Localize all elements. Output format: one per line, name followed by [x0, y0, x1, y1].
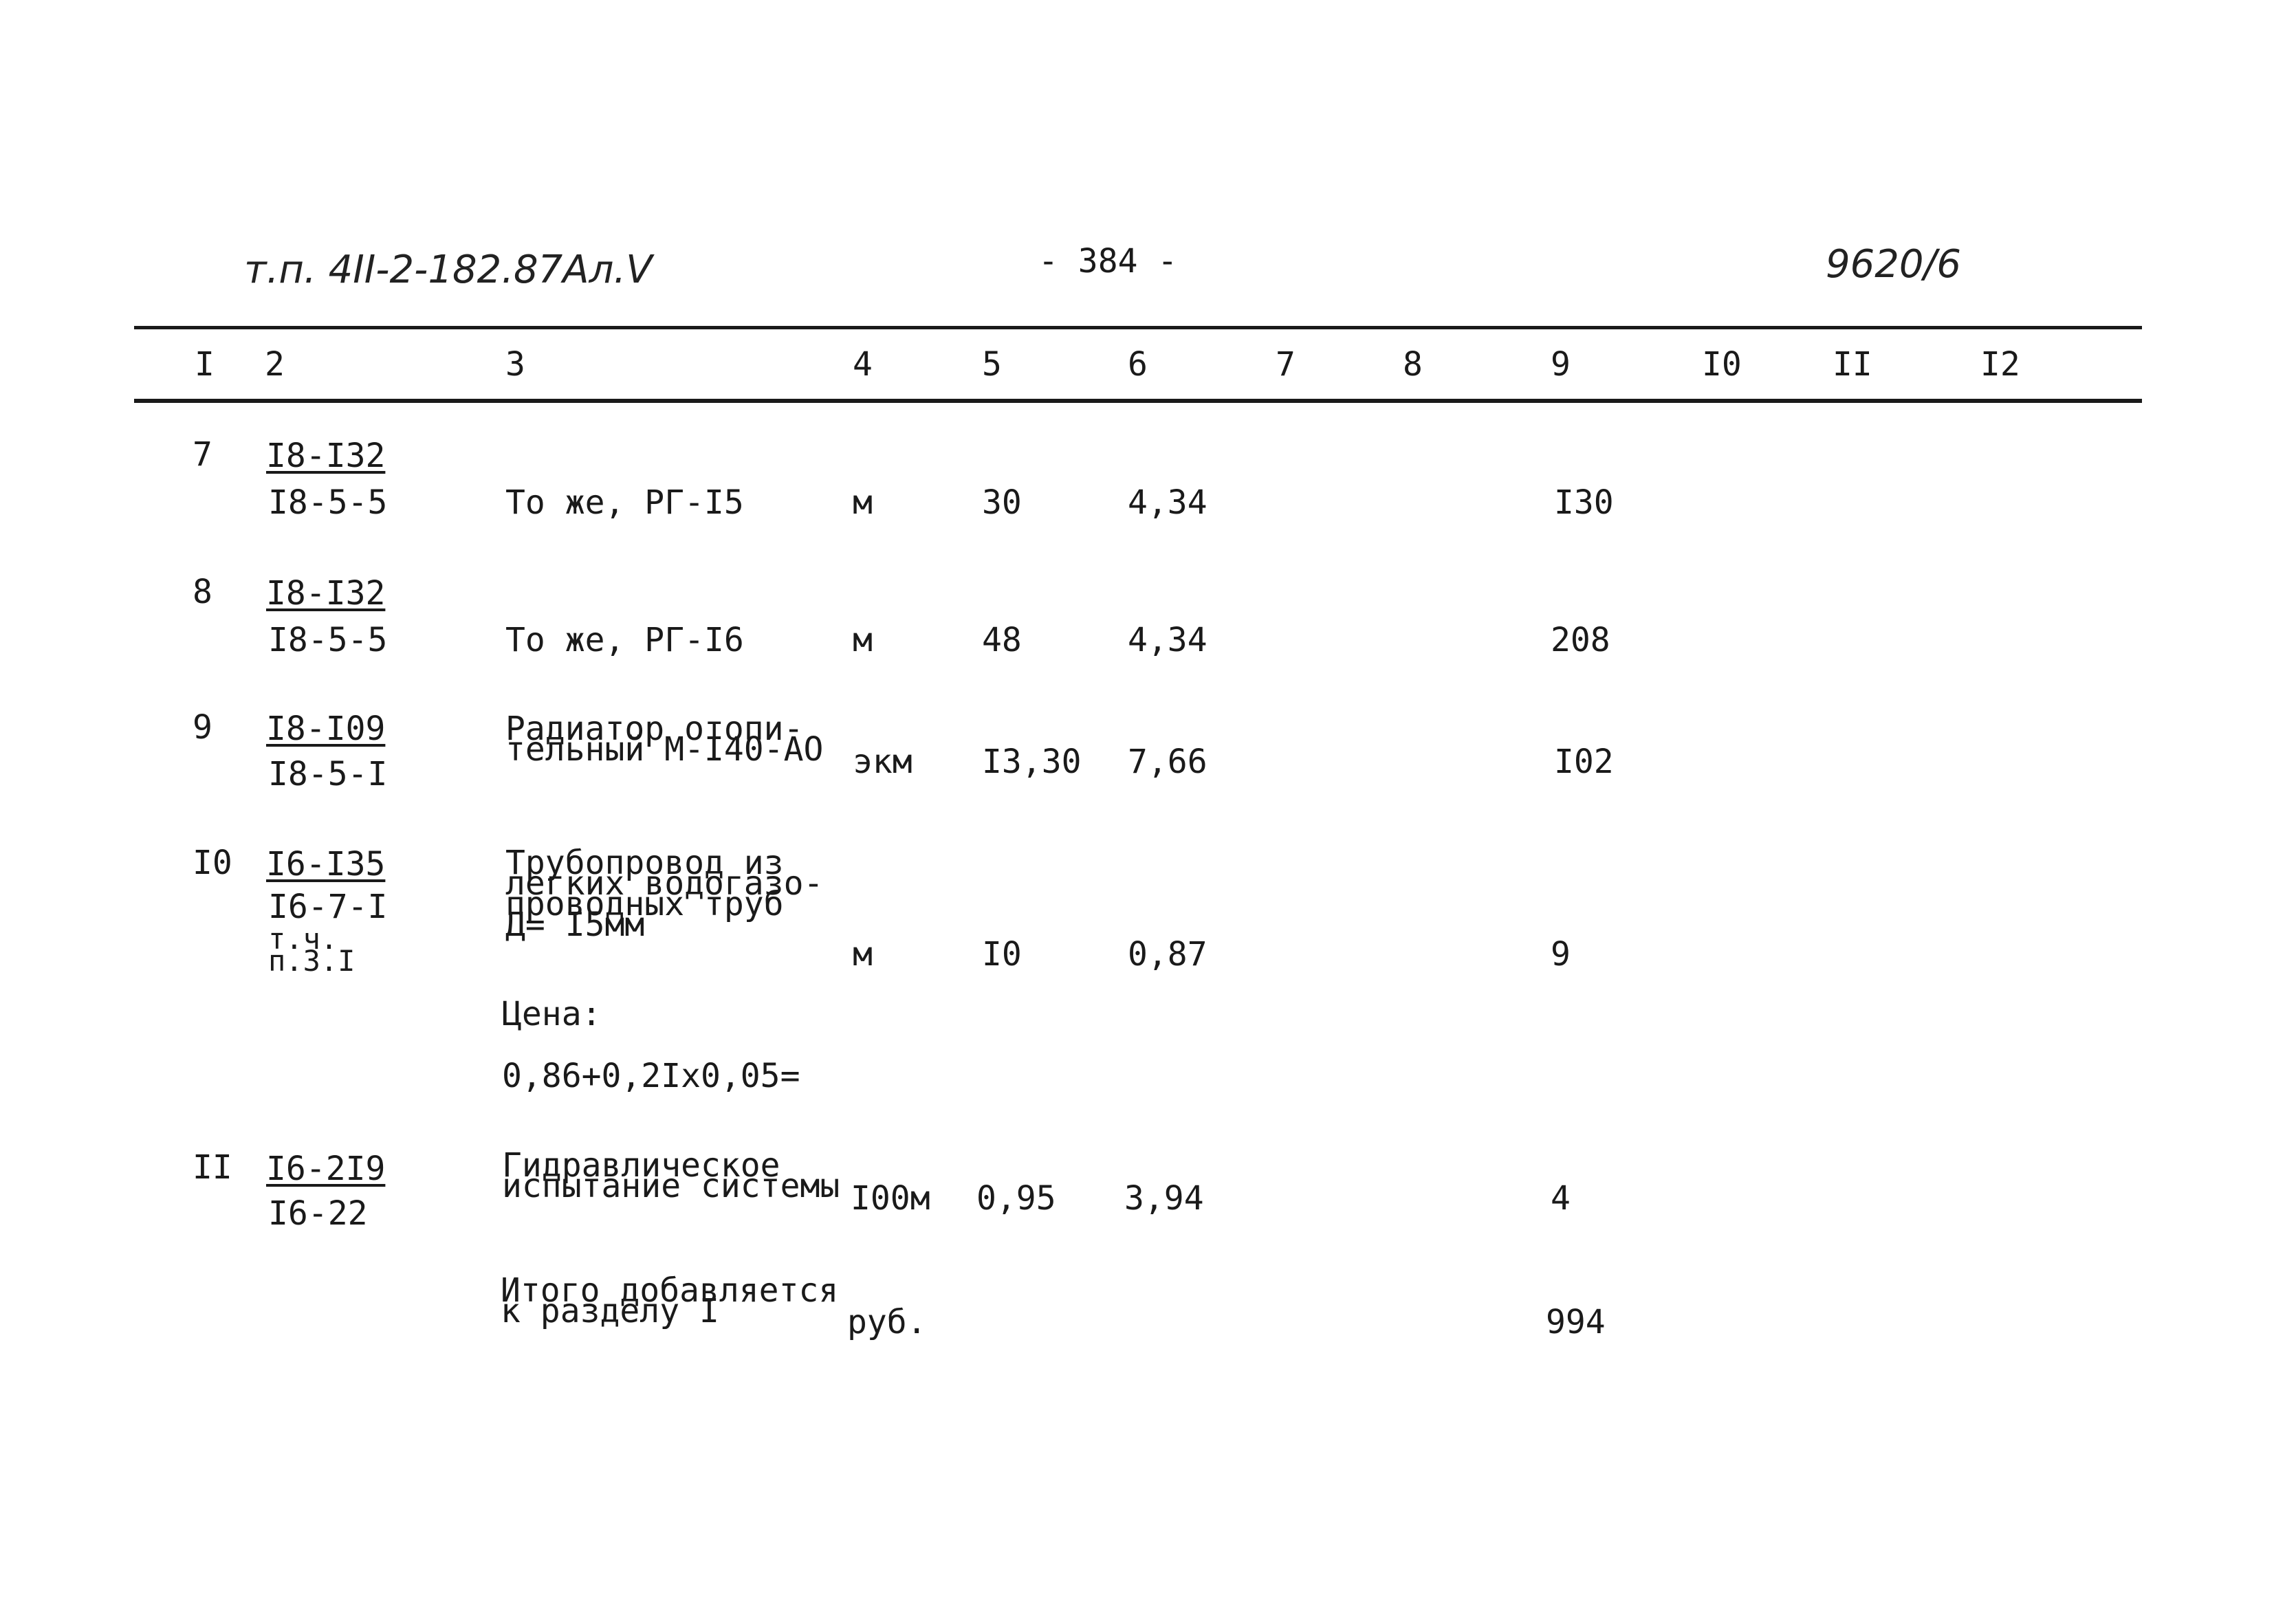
- column-number-4: 4: [853, 345, 873, 384]
- document-reference: т.п. 4II-2-182.87Ал.V: [244, 248, 653, 292]
- total-cost: 4: [1551, 1179, 1571, 1218]
- rate-code: I6-2I9: [266, 1150, 386, 1188]
- unit-price: 4,34: [1128, 621, 1207, 659]
- column-number-12: I2: [1980, 345, 2020, 384]
- column-number-1: I: [195, 345, 215, 384]
- header-rule: [134, 399, 2142, 403]
- rate-collection-code: I6-22: [268, 1194, 368, 1233]
- column-number-5: 5: [982, 345, 1002, 384]
- unit: м: [853, 935, 873, 974]
- column-number-11: II: [1833, 345, 1872, 384]
- unit-price: 0,87: [1128, 935, 1207, 974]
- unit: м: [853, 483, 873, 522]
- column-number-7: 7: [1276, 345, 1295, 384]
- unit-price: 7,66: [1128, 743, 1207, 781]
- quantity: 48: [982, 621, 1022, 659]
- rate-collection-code: I8-5-I: [268, 755, 388, 793]
- rate-code: I8-I09: [266, 710, 386, 748]
- item-description: То же, РГ-I5: [505, 483, 744, 522]
- summary-unit: руб.: [847, 1303, 927, 1341]
- rate-code: I8-I32: [266, 574, 386, 613]
- column-number-8: 8: [1403, 345, 1423, 384]
- column-number-10: I0: [1702, 345, 1742, 384]
- unit: I00м: [851, 1179, 930, 1218]
- page-number: - 384 -: [1038, 242, 1178, 281]
- rate-collection-code: I6-7-I: [268, 888, 388, 926]
- unit: м: [853, 621, 873, 659]
- top-rule: [134, 326, 2142, 329]
- total-cost: I02: [1554, 743, 1614, 781]
- row-number: 8: [193, 573, 212, 611]
- rate-note: т.ч. п.3.I: [268, 922, 356, 978]
- item-description: Радиатор отопи- тельный М-I40-АО: [505, 710, 824, 769]
- unit-price: 3,94: [1124, 1179, 1204, 1218]
- summary-total: 994: [1546, 1303, 1606, 1341]
- item-description: То же, РГ-I6: [505, 621, 744, 659]
- sheet-code: 9620/6: [1826, 242, 1962, 287]
- quantity: 30: [982, 483, 1022, 522]
- rate-collection-code: I8-5-5: [268, 483, 388, 522]
- rate-code: I6-I35: [266, 845, 386, 884]
- rate-collection-code: I8-5-5: [268, 621, 388, 659]
- summary-label: Итого добавляется к разделу I: [501, 1271, 839, 1330]
- column-number-9: 9: [1551, 345, 1571, 384]
- row-number: II: [193, 1148, 232, 1187]
- row-number: I0: [193, 844, 232, 882]
- row-number: 7: [193, 435, 212, 474]
- price-label: Цена:: [502, 995, 602, 1033]
- item-description: Гидравлическое испытание системы: [502, 1146, 840, 1205]
- total-cost: 208: [1551, 621, 1610, 659]
- column-number-2: 2: [265, 345, 285, 384]
- price-formula: 0,86+0,2Iх0,05=: [502, 1057, 800, 1095]
- quantity: I3,30: [982, 743, 1082, 781]
- quantity: I0: [982, 935, 1022, 974]
- total-cost: I30: [1554, 483, 1614, 522]
- column-number-6: 6: [1128, 345, 1148, 384]
- rate-code: I8-I32: [266, 437, 386, 475]
- total-cost: 9: [1551, 935, 1571, 974]
- quantity: 0,95: [976, 1179, 1056, 1218]
- column-number-3: 3: [505, 345, 525, 384]
- row-number: 9: [193, 708, 212, 747]
- unit: экм: [853, 743, 912, 781]
- unit-price: 4,34: [1128, 483, 1207, 522]
- item-description: Трубопровод из легких водогазо- проводных труб Д= I5мм: [505, 844, 824, 944]
